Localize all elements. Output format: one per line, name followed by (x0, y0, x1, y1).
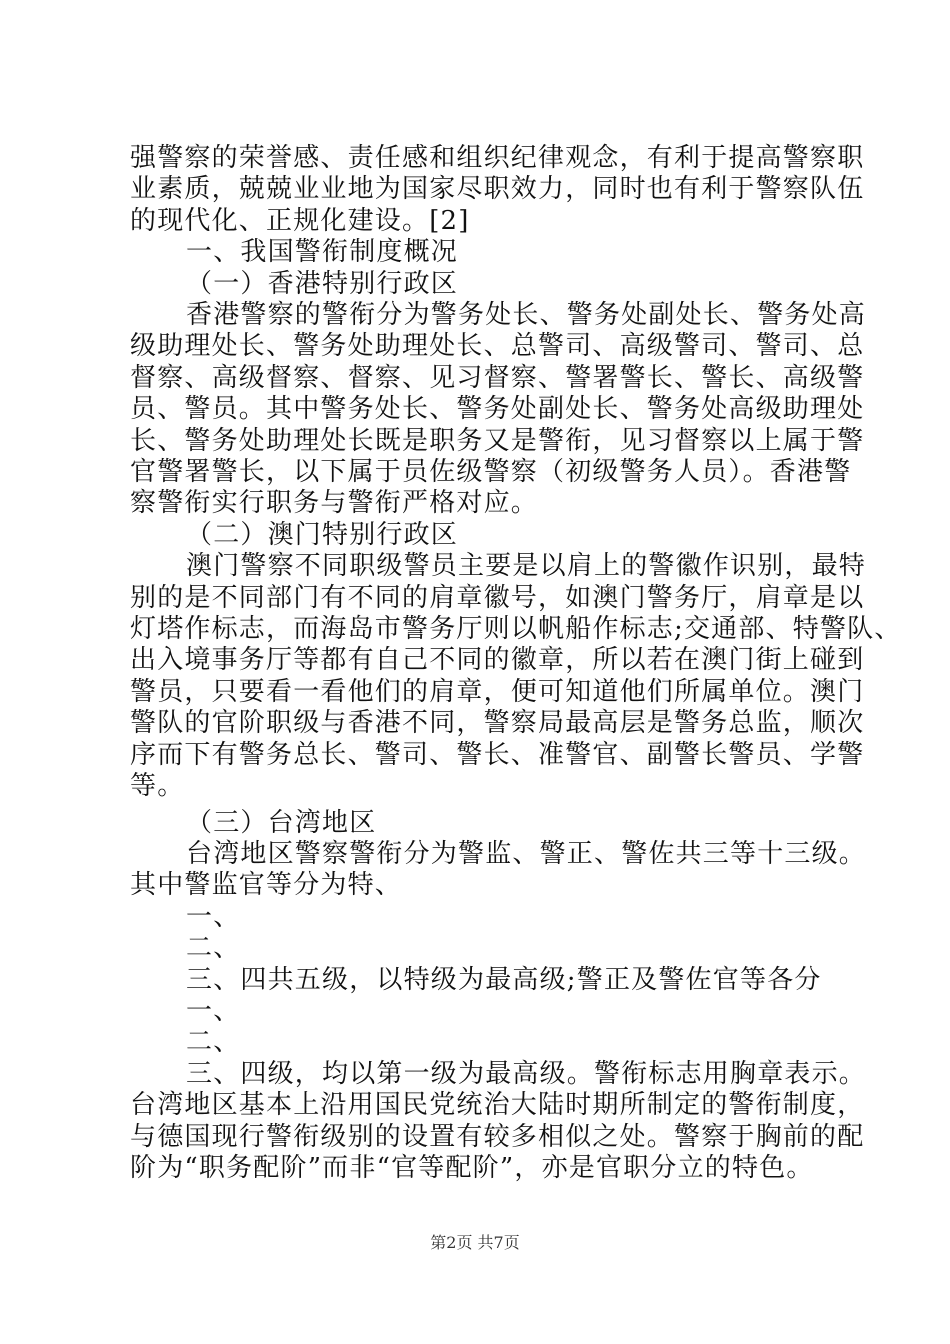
text-line: 一、我国警衔制度概况 (186, 237, 459, 267)
text-line: 长、警务处助理处长既是职务又是警衔，见习督察以上属于警 (130, 426, 865, 456)
text-line: 一、 (186, 902, 241, 932)
text-line: 等。 (130, 771, 185, 801)
text-line: 警员，只要看一看他们的肩章，便可知道他们所属单位。澳门 (130, 677, 865, 707)
text-line: 阶为“职务配阶”而非“官等配阶”，亦是官职分立的特色。 (130, 1153, 814, 1183)
text-line: 序而下有警务总长、警司、警长、准警官、副警长警员、学警 (130, 740, 865, 770)
text-line: 察警衔实行职务与警衔严格对应。 (130, 488, 539, 518)
page-number-footer: 第2页 共7页 (430, 1233, 520, 1252)
text-line: 三、四级，均以第一级为最高级。警衔标志用胸章表示。 (186, 1059, 867, 1089)
text-line: 出入境事务厅等都有自己不同的徽章，所以若在澳门街上碰到 (130, 645, 865, 675)
text-line: （三）台湾地区 (186, 808, 377, 838)
text-line: 台湾地区基本上沿用国民党统治大陆时期所制定的警衔制度， (130, 1090, 865, 1120)
text-line: 澳门警察不同职级警员主要是以肩上的警徽作识别，最特 (186, 551, 867, 581)
text-line: 香港警察的警衔分为警务处长、警务处副处长、警务处高 (186, 300, 867, 330)
text-line: 与德国现行警衔级别的设置有较多相似之处。警察于胸前的配 (130, 1122, 865, 1152)
text-line: 台湾地区警察警衔分为警监、警正、警佐共三等十三级。 (186, 839, 867, 869)
text-line: 二、 (186, 1027, 241, 1057)
text-line: 二、 (186, 933, 241, 963)
text-line: 强警察的荣誉感、责任感和组织纪律观念，有利于提高警察职 (130, 143, 865, 173)
text-line: 一、 (186, 996, 241, 1026)
text-line: 员、警员。其中警务处长、警务处副处长、警务处高级助理处 (130, 394, 865, 424)
text-line: 业素质，兢兢业业地为国家尽职效力，同时也有利于警察队伍 (130, 174, 865, 204)
text-line: 三、四共五级，以特级为最高级;警正及警佐官等各分 (186, 965, 822, 995)
text-line: 督察、高级督察、督察、见习督察、警署警长、警长、高级警 (130, 363, 865, 393)
text-line: 官警署警长，以下属于员佐级警察（初级警务人员）。香港警 (130, 457, 852, 487)
text-line: 其中警监官等分为特、 (130, 870, 403, 900)
text-line: 级助理处长、警务处助理处长、总警司、高级警司、警司、总 (130, 331, 865, 361)
text-line: 灯塔作标志，而海岛市警务厅则以帆船作标志;交通部、特警队、 (130, 614, 902, 644)
text-line: 别的是不同部门有不同的肩章徽号，如澳门警务厅，肩章是以 (130, 583, 865, 613)
text-line: （一）香港特别行政区 (186, 269, 459, 299)
text-line: 的现代化、正规化建设。[2] (130, 206, 470, 236)
text-line: （二）澳门特别行政区 (186, 520, 459, 550)
text-line: 警队的官阶职级与香港不同，警察局最高层是警务总监，顺次 (130, 708, 865, 738)
